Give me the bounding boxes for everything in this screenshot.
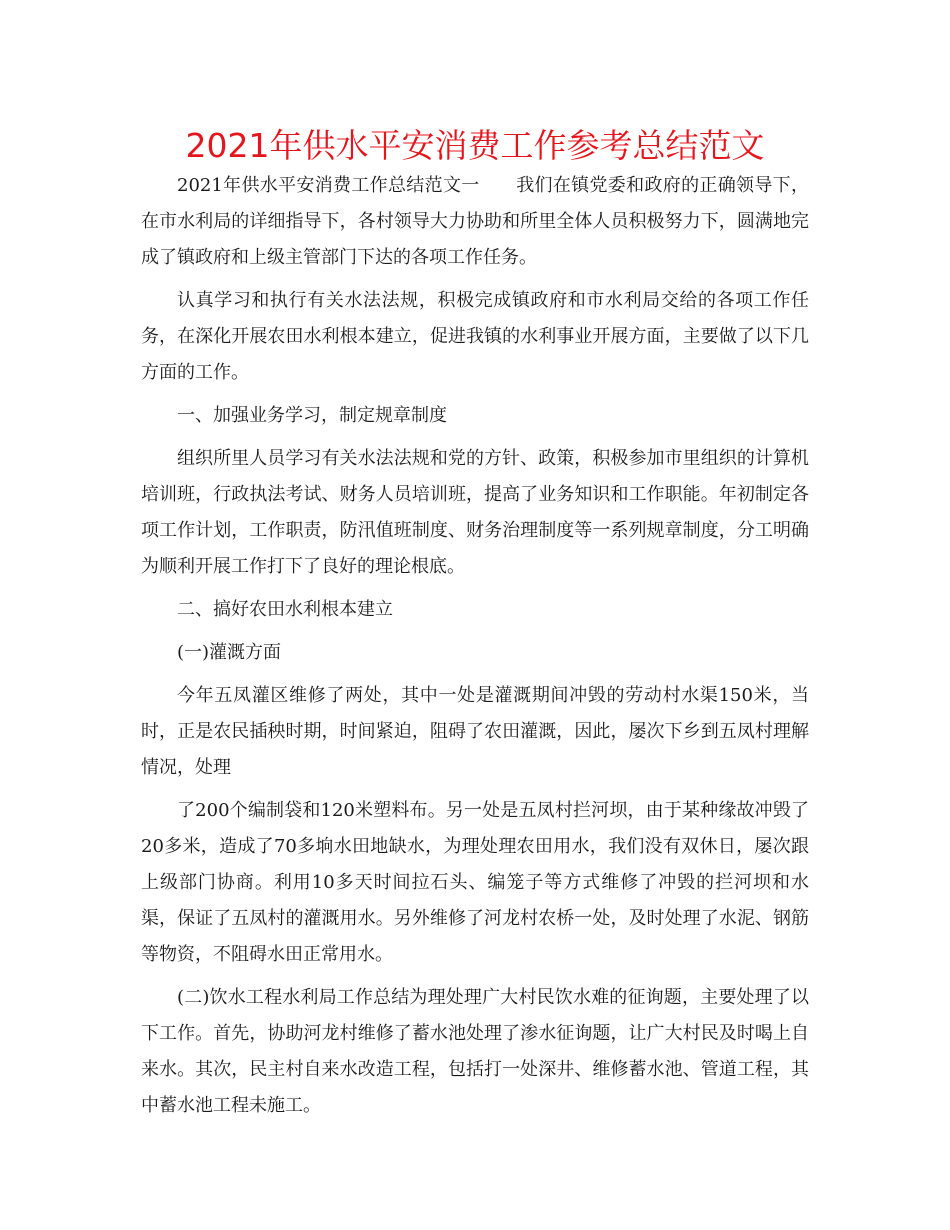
paragraph-intro: 2021年供水平安消费工作总结范文一 我们在镇党委和政府的正确领导下，在市水利局的详细指导下，各村领导大力协助和所里全体人员积极努力下，圆满地完成了镇政府和上级主管部门下达的各项工作任务。	[141, 175, 809, 268]
subsection-heading-irrigation: (一)灌溉方面	[177, 642, 282, 663]
paragraph-drinking-water: (二)饮水工程水利局工作总结为理处理广大村民饮水难的征询题，主要处理了以下工作。首先，协助河龙村维修了蓄水池处理了渗水征询题，让广大村民及时喝上自来水。其次，民主村自来水改造工程，包括打一处深井、维修蓄水池、管道工程，其中蓄水池工程未施工。	[141, 987, 809, 1116]
section-heading-1: 一、加强业务学习，制定规章制度	[177, 405, 447, 426]
section-heading-2: 二、搞好农田水利根本建立	[177, 599, 393, 620]
paragraph-irrigation-2: 了200个编制袋和120米塑料布。另一处是五凤村拦河坝，由于某种缘故冲毁了20多米，造成了70多垧水田地缺水，为理处理农田用水，我们没有双休日，屡次跟上级部门协商。利用10多天时间拉石头、编笼子等方式维修了冲毁的拦河坝和水渠，保证了五凤村的灌溉用水。另外维修了河龙村农桥一处，及时处理了水泥、钢筋等物资，不阻碍水田正常用水。	[141, 800, 809, 965]
paragraph-study: 组织所里人员学习有关水法法规和党的方针、政策，积极参加市里组织的计算机培训班，行政执法考试、财务人员培训班，提高了业务知识和工作职能。年初制定各项工作计划，工作职责，防汛值班制度、财务治理制度等一系列规章制度，分工明确为顺利开展工作打下了良好的理论根底。	[141, 448, 809, 577]
paragraph-irrigation-1: 今年五凤灌区维修了两处，其中一处是灌溉期间冲毁的劳动村水渠150米，当时，正是农民插秧时期，时间紧迫，阻碍了农田灌溉，因此，屡次下乡到五凤村理解情况，处理	[141, 685, 809, 778]
paragraph-overview: 认真学习和执行有关水法法规，积极完成镇政府和市水利局交给的各项工作任务，在深化开展农田水利根本建立，促进我镇的水利事业开展方面，主要做了以下几方面的工作。	[141, 290, 809, 383]
document-title: 2021年供水平安消费工作参考总结范文	[185, 126, 765, 165]
document-body	[141, 168, 809, 1131]
